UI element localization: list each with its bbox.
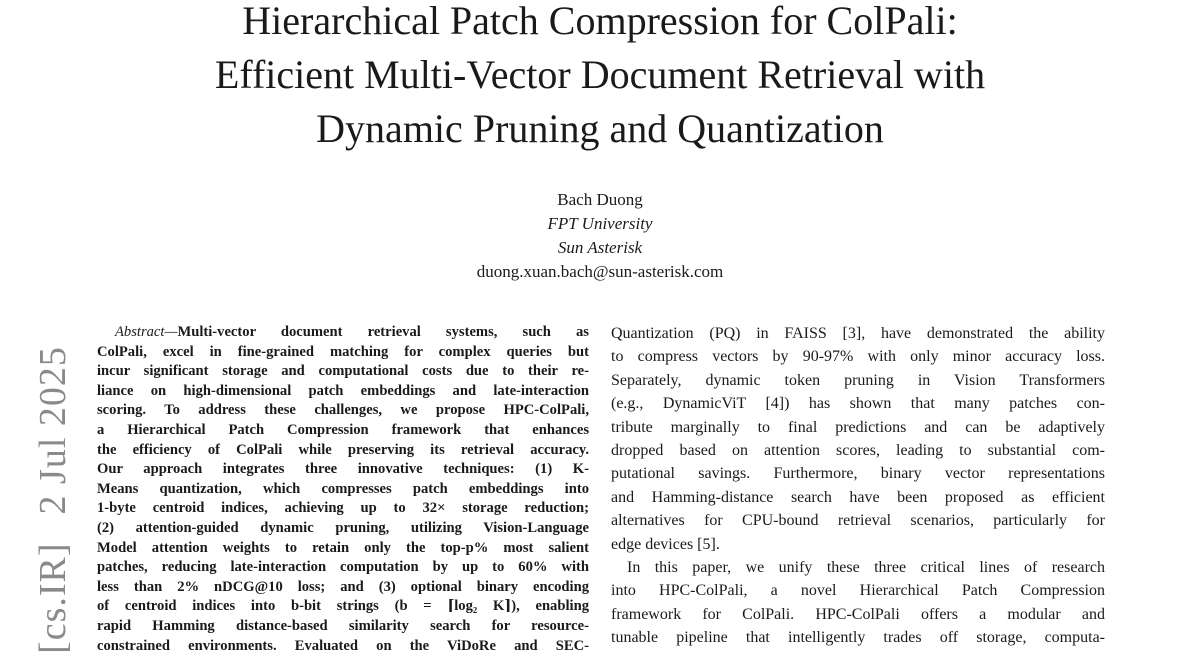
author-name: Bach Duong [0,188,1200,212]
abstract-line: patches, reducing late-interaction computation by up to 60% with [97,558,589,578]
body-line: alternatives for CPU-bound retrieval scenarios, particularly for [611,509,1105,532]
abstract-line: (2) attention-guided dynamic pruning, utilizing Vision-Language [97,519,589,539]
abstract-line: 1-byte centroid indices, achieving up to 32× storage reduction; [97,499,589,519]
abstract-line: constrained environments. Evaluated on the ViDoRe and SEC- [97,637,589,656]
author-block [0,188,1200,284]
body-line: putational savings. Furthermore, binary vector representations [611,462,1105,485]
body-line: into HPC-ColPali, a novel Hierarchical Patch Compression [611,579,1105,602]
abstract-line: scoring. To address these challenges, we propose HPC-ColPali, [97,401,589,421]
arxiv-side-stamp [31,346,75,654]
body-line: In this paper, we unify these three critical lines of research [611,556,1105,579]
abstract-line: incur significant storage and computational costs due to their re- [97,362,589,382]
abstract-line: a Hierarchical Patch Compression framework that enhances [97,421,589,441]
body-line: to compress vectors by 90-97% with only minor accuracy loss. [611,345,1105,368]
body-line: edge devices [5]. [611,533,1105,556]
abstract-line: Abstract—Multi-vector document retrieval systems, such as [97,323,589,343]
title-line-1: Hierarchical Patch Compression for ColPali: [0,0,1200,48]
paper-title [0,0,1200,156]
body-column [611,322,1105,650]
author-affiliation-2: Sun Asterisk [0,236,1200,260]
body-line: (e.g., DynamicViT [4]) has shown that many patches con- [611,392,1105,415]
body-line: framework for ColPali. HPC-ColPali offers a modular and [611,603,1105,626]
body-line: Separately, dynamic token pruning in Vision Transformers [611,369,1105,392]
abstract-line: Model attention weights to retain only the top-p% most salient [97,539,589,559]
author-email: duong.xuan.bach@sun-asterisk.com [0,260,1200,284]
body-line: Quantization (PQ) in FAISS [3], have demonstrated the ability [611,322,1105,345]
abstract-line: ColPali, excel in fine-grained matching for complex queries but [97,343,589,363]
abstract-line: liance on high-dimensional patch embeddings and late-interaction [97,382,589,402]
body-line: tunable pipeline that intelligently trades off storage, computa- [611,626,1105,649]
abstract-line: rapid Hamming distance-based similarity search for resource- [97,617,589,637]
abstract-line: Our approach integrates three innovative techniques: (1) K- [97,460,589,480]
abstract-line: of centroid indices into b-bit strings (b = ⌈log₂ K⌉), enabling [97,597,589,617]
author-affiliation-1: FPT University [0,212,1200,236]
body-line: and Hamming-distance search have been proposed as efficient [611,486,1105,509]
abstract-line: the efficiency of ColPali while preserving its retrieval accuracy. [97,441,589,461]
title-line-2: Efficient Multi-Vector Document Retrieval with [0,48,1200,102]
body-line: tribute marginally to final predictions and can be adaptively [611,416,1105,439]
title-line-3: Dynamic Pruning and Quantization [0,102,1200,156]
arxiv-category: [cs.IR] [32,542,74,653]
abstract [97,323,589,656]
abstract-lead: Abstract— [115,324,177,340]
abstract-line: Means quantization, which compresses patch embeddings into [97,480,589,500]
abstract-line: less than 2% nDCG@10 loss; and (3) optional binary encoding [97,578,589,598]
body-line: dropped based on attention scores, leading to substantial com- [611,439,1105,462]
arxiv-date: 2 Jul 2025 [32,346,74,514]
